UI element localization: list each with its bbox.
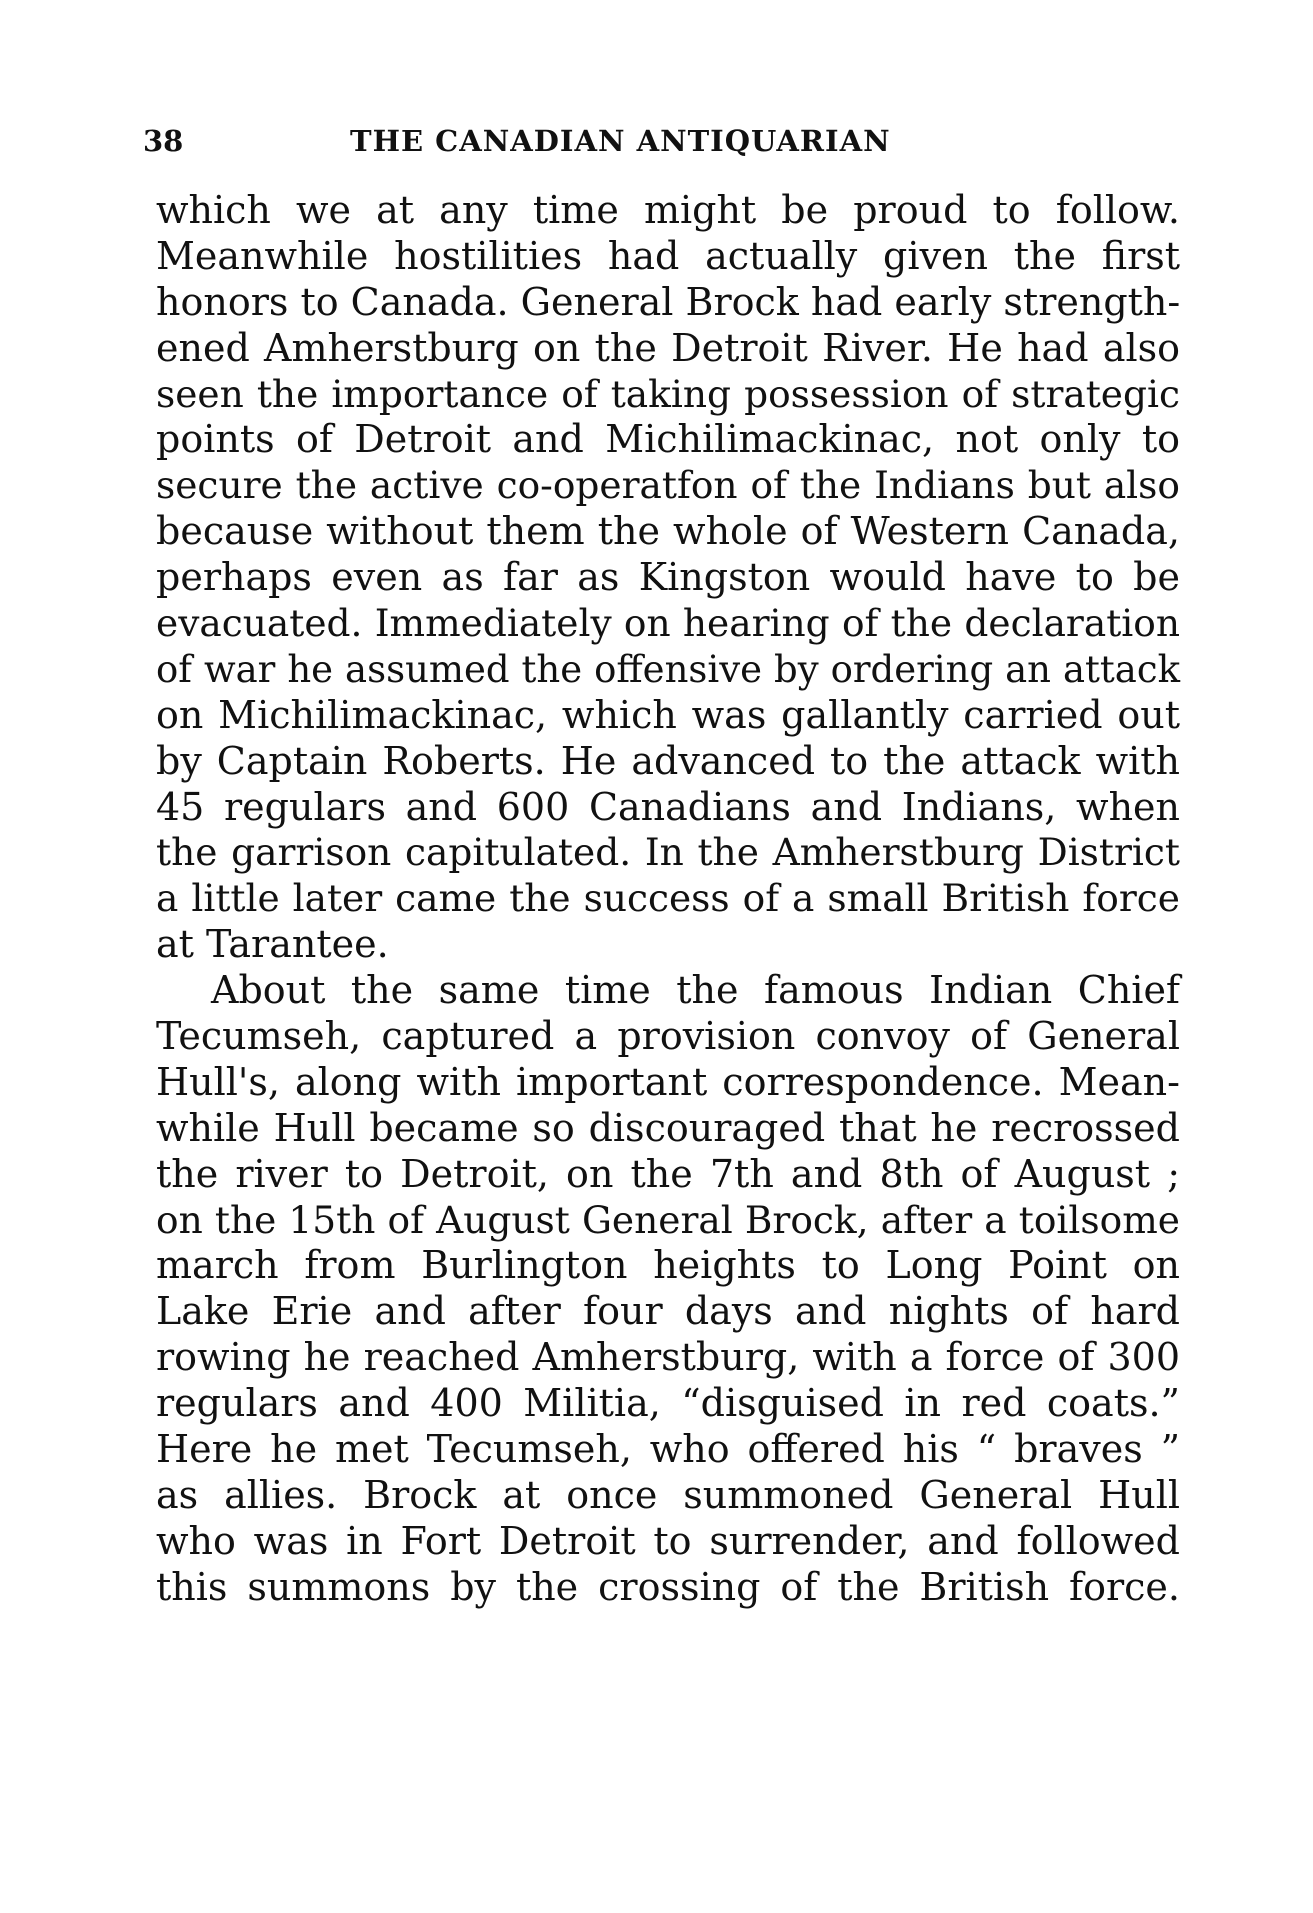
text-line: march from Burlington heights to Long Point on (156, 1243, 1180, 1288)
text-line: Here he met Tecumseh, who offered his “ braves ” (156, 1427, 1180, 1472)
text-line: honors to Canada. General Brock had early strength- (156, 279, 1181, 324)
text-line: while Hull became so discouraged that he recrossed (156, 1105, 1180, 1150)
text-line: which we at any time might be proud to follow. (156, 188, 1180, 232)
text-line: points of Detroit and Michilimackinac, not only to (156, 417, 1180, 462)
text-line: at Tarantee. (156, 922, 389, 967)
running-head (143, 124, 1183, 164)
text-line: Tecumseh, captured a provision convoy of General (156, 1014, 1180, 1059)
text-line: regulars and 400 Militia, “disguised in red coats.” (156, 1381, 1180, 1426)
text-line: by Captain Roberts. He advanced to the attack with (156, 738, 1180, 783)
text-line: this summons by the crossing of the British force. (156, 1564, 1180, 1609)
text-line: of war he assumed the offensive by ordering an attack (156, 647, 1180, 691)
text-line: who was in Fort Detroit to surrender, and followed (156, 1518, 1180, 1563)
text-line: because without them the whole of Western Canada, (156, 509, 1180, 554)
paragraph-1 (156, 188, 1180, 968)
text-line: perhaps even as far as Kingston would have to be (156, 555, 1180, 600)
text-line: Meanwhile hostilities had actually given the first (156, 233, 1180, 278)
text-line: on the 15th of August General Brock, after a toilsome (156, 1197, 1180, 1242)
journal-title: THE CANADIAN ANTIQUARIAN (350, 124, 891, 158)
text-line: secure the active co-operatfon of the Indians but also (156, 463, 1180, 508)
text-line: About the same time the famous Indian Chief (211, 968, 1180, 1013)
page-body (156, 188, 1180, 1611)
text-line: evacuated. Immediately on hearing of the declaration (156, 601, 1180, 646)
text-line: on Michilimackinac, which was gallantly carried out (156, 692, 1180, 737)
paragraph-2 (156, 968, 1180, 1610)
page-number: 38 (143, 124, 184, 158)
text-line: as allies. Brock at once summoned General Hull (156, 1472, 1180, 1517)
text-line: Hull's, along with important correspondence. Mean- (156, 1059, 1180, 1104)
text-line: the river to Detroit, on the 7th and 8th of August ; (156, 1151, 1180, 1196)
text-line: ened Amherstburg on the Detroit River. He had also (156, 325, 1180, 370)
text-line: 45 regulars and 600 Canadians and Indians, when (156, 784, 1180, 829)
text-line: seen the importance of taking possession of strategic (156, 371, 1180, 416)
text-line: a little later came the success of a small British force (156, 876, 1180, 921)
text-line: rowing he reached Amherstburg, with a force of 300 (156, 1335, 1180, 1380)
text-line: Lake Erie and after four days and nights of hard (156, 1289, 1180, 1334)
text-line: the garrison capitulated. In the Amherstburg District (156, 830, 1180, 875)
